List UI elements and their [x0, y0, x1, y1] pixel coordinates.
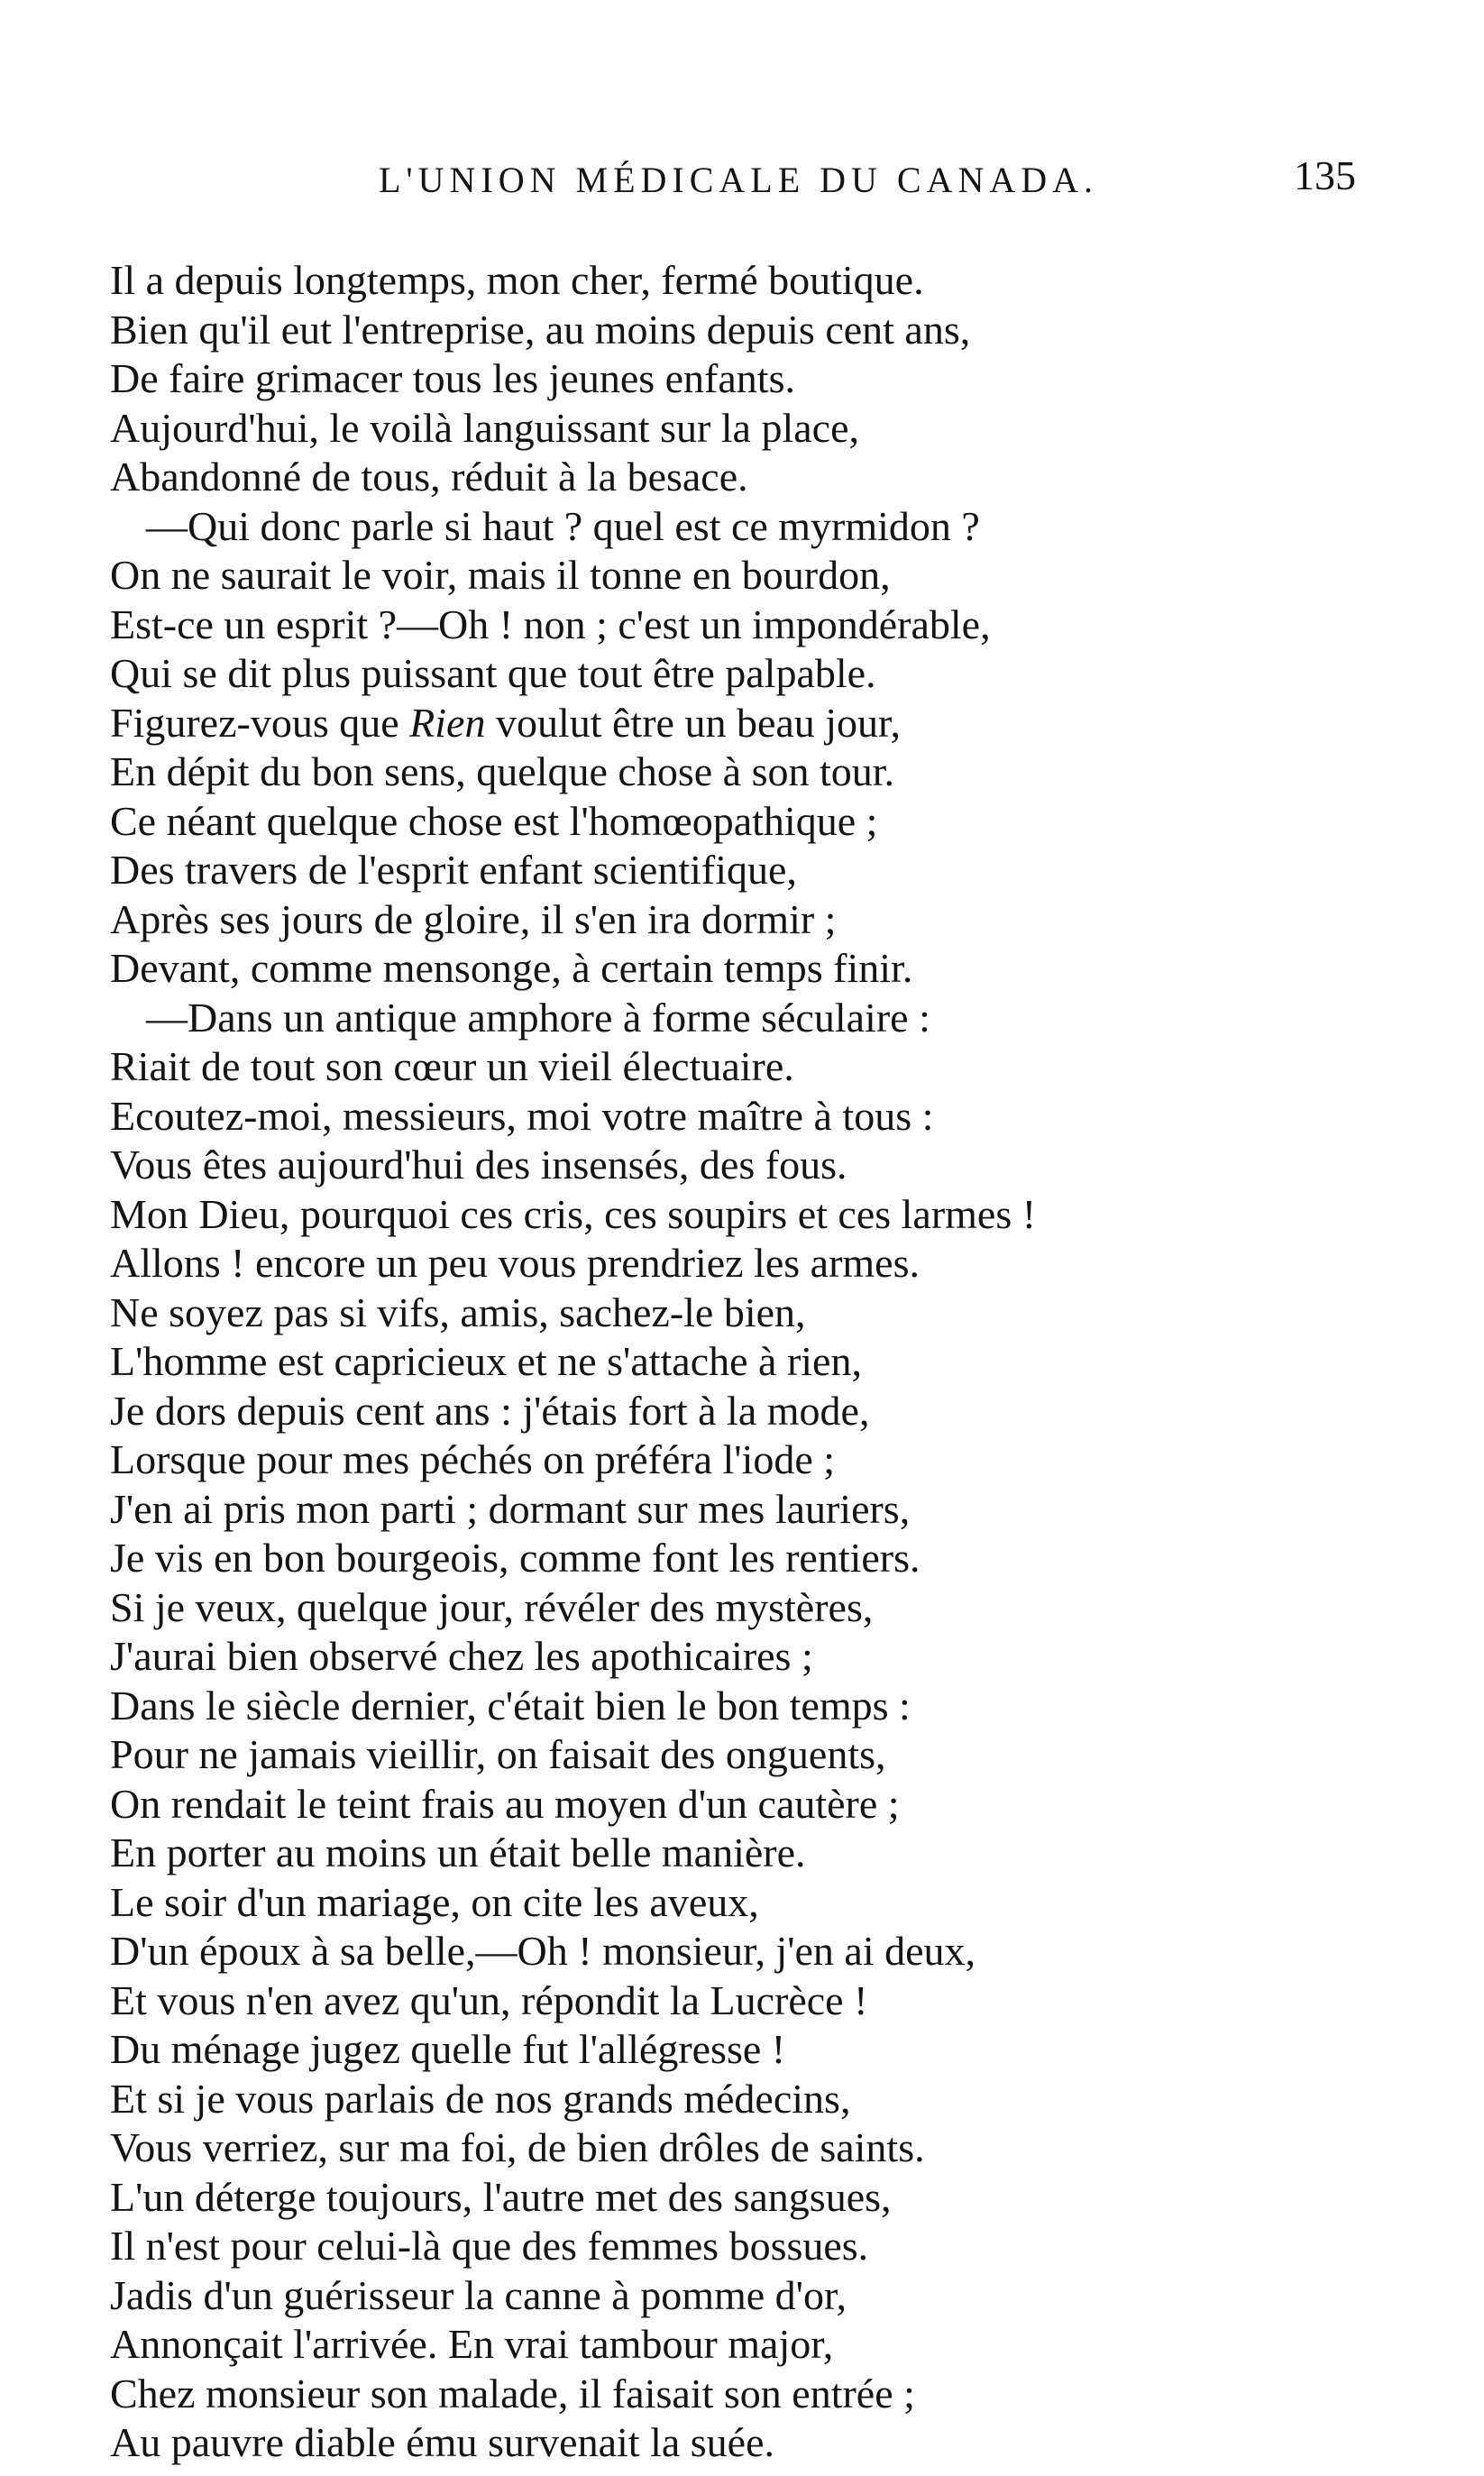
verse-line: On ne saurait le voir, mais il tonne en bourdon,: [110, 552, 891, 598]
verse-line: Des travers de l'esprit enfant scientifique,: [110, 847, 797, 893]
verse-line: Est-ce un esprit ?—Oh ! non ; c'est un impondérable,: [110, 601, 991, 647]
verse-line: Si je veux, quelque jour, révéler des mystères,: [110, 1583, 874, 1630]
verse-line: Devant, comme mensonge, à certain temps finir.: [110, 945, 913, 991]
verse-line: Le soir d'un mariage, on cite les aveux,: [110, 1878, 759, 1925]
verse-line-end: voulut être un beau jour,: [495, 699, 902, 746]
verse-line: Et si je vous parlais de nos grands médecins,: [110, 2075, 851, 2122]
verse-line: J'en ai pris mon parti ; dormant sur mes lauriers,: [110, 1485, 911, 1532]
verse-line: Au pauvre diable ému survenait la suée.: [110, 2419, 775, 2465]
verse-line: Abandonné de tous, réduit à la besace.: [110, 454, 748, 500]
poem-text: [110, 256, 1408, 2468]
verse-line: En dépit du bon sens, quelque chose à son tour.: [110, 748, 895, 794]
verse-line: L'un déterge toujours, l'autre met des sangsues,: [110, 2173, 892, 2220]
verse-line: Riait de tout son cœur un vieil électuaire.: [110, 1043, 794, 1089]
verse-line: Annonçait l'arrivée. En vrai tambour major,: [110, 2321, 834, 2367]
verse-line: En porter au moins un était belle manière.: [110, 1829, 806, 1875]
verse-line-start: Figurez-vous que: [110, 699, 399, 746]
verse-line: Je vis en bon bourgeois, comme font les rentiers.: [110, 1535, 921, 1581]
verse-line: Il n'est pour celui-là que des femmes bossues.: [110, 2223, 869, 2269]
verse-line: Vous verriez, sur ma foi, de bien drôles de saints.: [110, 2124, 925, 2170]
verse-line: Mon Dieu, pourquoi ces cris, ces soupirs et ces larmes !: [110, 1190, 1037, 1237]
verse-line: Vous êtes aujourd'hui des insensés, des fous.: [110, 1142, 847, 1188]
verse-line: Après ses jours de gloire, il s'en ira dormir ;: [110, 895, 837, 942]
verse-line: Dans le siècle dernier, c'était bien le bon temps :: [110, 1682, 911, 1729]
verse-line: Il a depuis longtemps, mon cher, fermé boutique.: [110, 257, 924, 303]
verse-line: Ne soyez pas si vifs, amis, sachez-le bien,: [110, 1288, 806, 1335]
verse-line: Et vous n'en avez qu'un, répondit la Lucrèce !: [110, 1976, 868, 2023]
verse-line: J'aurai bien observé chez les apothicaires ;: [110, 1633, 813, 1679]
verse-line: —Qui donc parle si haut ? quel est ce myrmidon ?: [146, 502, 980, 549]
verse-line: Chez monsieur son malade, il faisait son entrée ;: [110, 2370, 915, 2416]
verse-line: L'homme est capricieux et ne s'attache à rien,: [110, 1338, 862, 1384]
verse-line: Lorsque pour mes péchés on préféra l'iode ;: [110, 1436, 836, 1482]
verse-line: Je dors depuis cent ans : j'étais fort à la mode,: [110, 1387, 870, 1434]
verse-line: Bien qu'il eut l'entreprise, au moins depuis cent ans,: [110, 306, 971, 353]
verse-line: Qui se dit plus puissant que tout être palpable.: [110, 650, 876, 696]
verse-line: De faire grimacer tous les jeunes enfants.: [110, 355, 795, 401]
verse-line: Jadis d'un guérisseur la canne à pomme d'or,: [110, 2271, 847, 2318]
verse-line: Ecoutez-moi, messieurs, moi votre maître à tous :: [110, 1092, 934, 1139]
verse-line: Aujourd'hui, le voilà languissant sur la place,: [110, 404, 859, 451]
verse-line: Allons ! encore un peu vous prendriez les armes.: [110, 1240, 920, 1286]
italic-word: Rien: [409, 699, 486, 746]
verse-line-with-italic: [110, 699, 1408, 748]
verse-line: Du ménage jugez quelle fut l'allégresse !: [110, 2026, 786, 2072]
verse-line: Pour ne jamais vieillir, on faisait des onguents,: [110, 1731, 886, 1777]
verse-line: —Dans un antique amphore à forme séculaire :: [146, 994, 930, 1041]
page-number: 135: [1294, 152, 1356, 198]
running-title: L'UNION MÉDICALE DU CANADA.: [379, 160, 1099, 200]
verse-line: On rendait le teint frais au moyen d'un cautère ;: [110, 1780, 900, 1827]
verse-line: Ce néant quelque chose est l'homœopathique ;: [110, 797, 878, 844]
verse-line: D'un époux à sa belle,—Oh ! monsieur, j'en ai deux,: [110, 1928, 976, 1974]
